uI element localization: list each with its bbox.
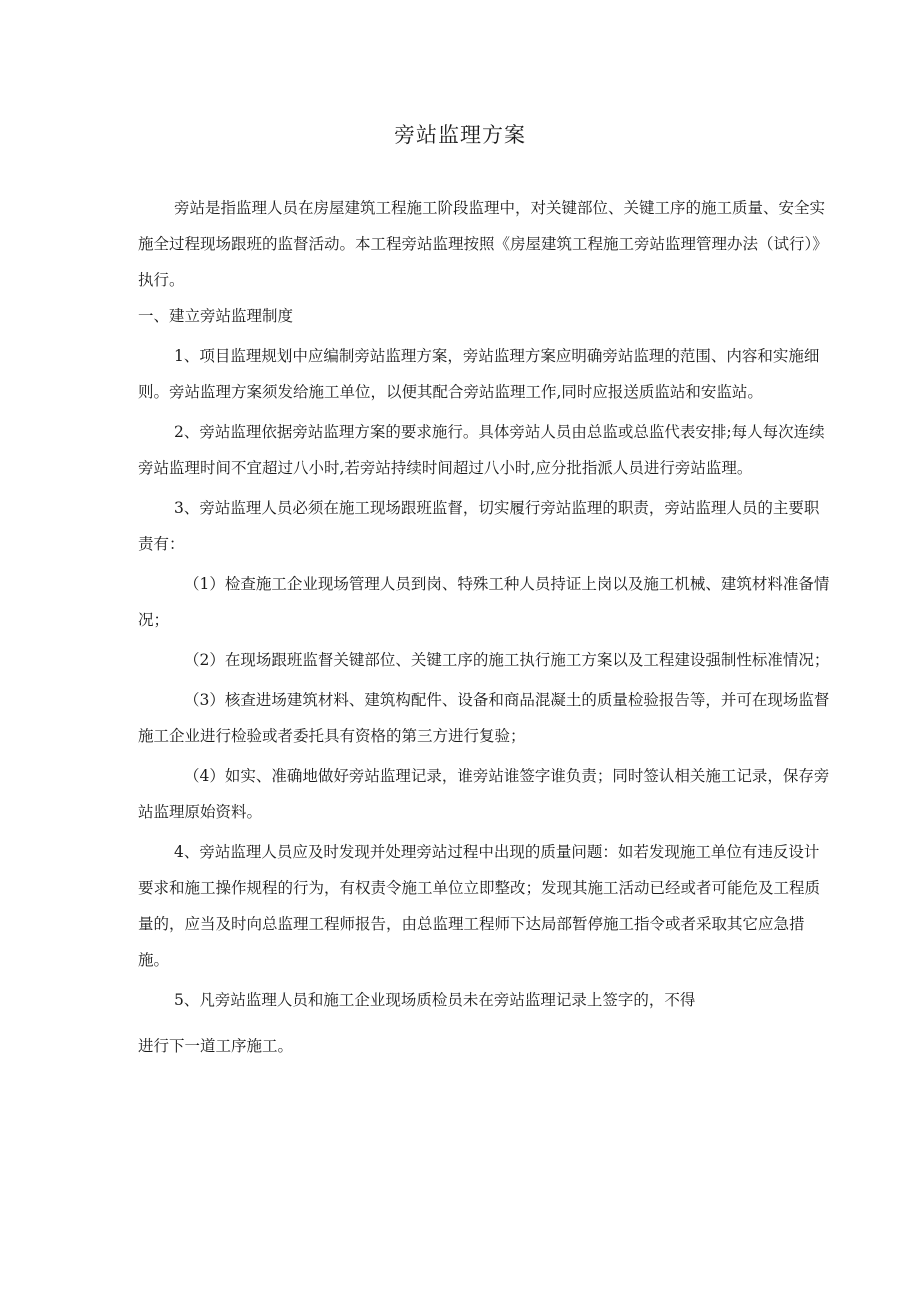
duty-item-3: （3）核查进场建筑材料、建筑构配件、设备和商品混凝土的质量检验报告等，并可在现场监督施工企业进行检验或者委托具有资格的第三方进行复验； (138, 691, 830, 745)
document-body (138, 190, 833, 1064)
rule-item-5-line1: 5、凡旁站监理人员和施工企业现场质检员未在旁站监理记录上签字的，不得 (174, 991, 696, 1009)
rule-item-1: 1、项目监理规划中应编制旁站监理方案，旁站监理方案应明确旁站监理的范围、内容和实施细则。旁站监理方案须发给施工单位，以便其配合旁站监理工作,同时应报送质监站和安监站。 (138, 347, 820, 401)
duty-item-1: （1）检查施工企业现场管理人员到岗、特殊工种人员持证上岗以及施工机械、建筑材料准备情况； (138, 575, 830, 629)
document-title: 旁站监理方案 (394, 123, 526, 147)
rule-item-2: 2、旁站监理依据旁站监理方案的要求施行。具体旁站人员由总监或总监代表安排;每人每次连续旁站监理时间不宜超过八小时,若旁站持续时间超过八小时,应分批指派人员进行旁站监理。 (138, 423, 825, 477)
rule-item-3: 3、旁站监理人员必须在施工现场跟班监督，切实履行旁站监理的职责，旁站监理人员的主要职责有： (138, 499, 820, 553)
rule-item-5-line2: 进行下一道工序施工。 (138, 1037, 294, 1055)
intro-paragraph: 旁站是指监理人员在房屋建筑工程施工阶段监理中，对关键部位、关键工序的施工质量、安全实施全过程现场跟班的监督活动。本工程旁站监理按照《房屋建筑工程施工旁站监理管理办法（试行）》执行。 (138, 199, 828, 289)
section-heading: 一、建立旁站监理制度 (138, 307, 294, 325)
rule-item-4: 4、旁站监理人员应及时发现并处理旁站过程中出现的质量问题：如若发现施工单位有违反设计要求和施工操作规程的行为，有权责令施工单位立即整改；发现其施工活动已经或者可能危及工程质量的，应当及时向总监理工程师报告，由总监理工程师下达局部暂停施工指令或者采取其它应急措施。 (138, 843, 821, 969)
duty-item-2: （2）在现场跟班监督关键部位、关键工序的施工执行施工方案以及工程建设强制性标准情况； (184, 651, 830, 669)
duty-item-4: （4）如实、准确地做好旁站监理记录，谁旁站谁签字谁负责；同时签认相关施工记录，保存旁站监理原始资料。 (138, 767, 830, 821)
